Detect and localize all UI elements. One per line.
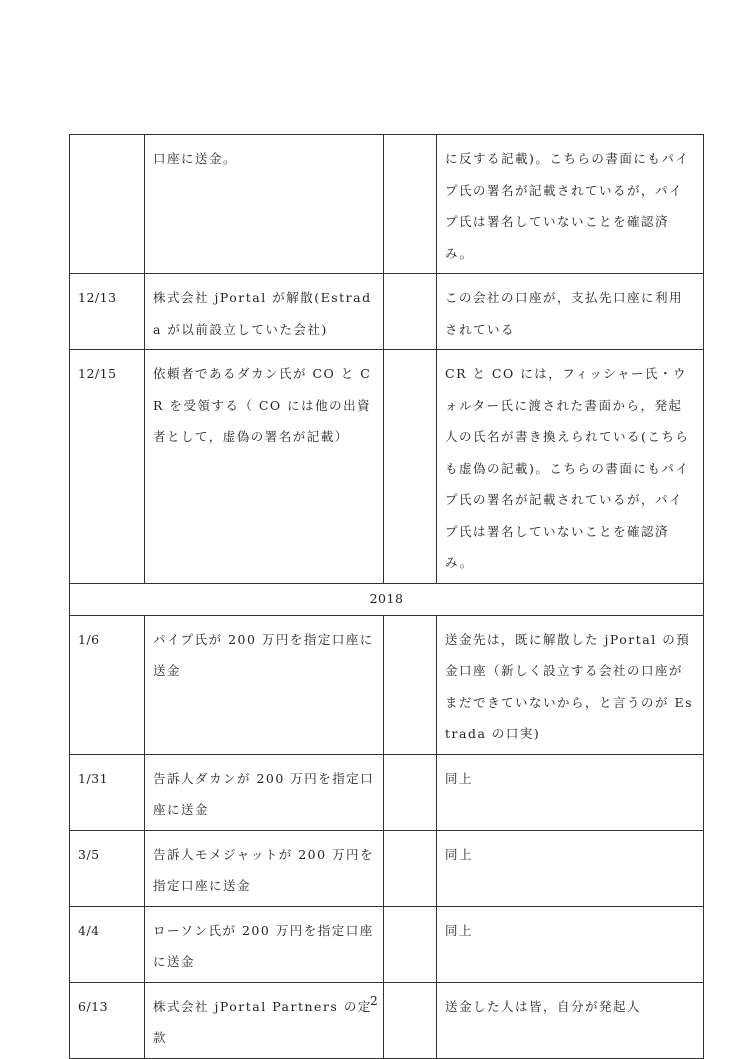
note-cell: 同上 [437,754,704,830]
note-cell: 送金した人は皆，自分が発起人 [437,982,704,1058]
timeline-table [69,134,704,1059]
table-row [70,615,704,754]
note-cell: CR と CO には，フィッシャー氏・ウォルター氏に渡された書面から，発起人の氏名が書き換えられている(こちらも虚偽の記載)。こちらの書面にもパイプ氏の署名が記載されているが，パイプ氏は署名していないことを確認済み。 [437,350,704,584]
date-cell: 3/5 [70,830,145,906]
note-cell: に反する記載)。こちらの書面にもパイプ氏の署名が記載されているが，パイプ氏は署名していないことを確認済み。 [437,135,704,274]
date-cell: 4/4 [70,906,145,982]
event-cell: 口座に送金。 [145,135,384,274]
date-cell: 1/6 [70,615,145,754]
blank-cell [384,830,437,906]
blank-cell [384,906,437,982]
date-cell: 6/13 [70,982,145,1058]
page-number: 2 [370,994,378,1008]
event-cell: パイプ氏が 200 万円を指定口座に送金 [145,615,384,754]
table-row [70,274,704,350]
table-row [70,906,704,982]
event-cell: 株式会社 jPortal Partners の定款 [145,982,384,1058]
blank-cell [384,350,437,584]
table-row [70,135,704,274]
blank-cell [384,135,437,274]
table-body-top [70,135,704,1059]
event-cell: ローソン氏が 200 万円を指定口座に送金 [145,906,384,982]
blank-cell [384,274,437,350]
note-cell: 同上 [437,906,704,982]
event-cell: 株式会社 jPortal が解散(Estrada が以前設立していた会社) [145,274,384,350]
event-cell: 告訴人ダカンが 200 万円を指定口座に送金 [145,754,384,830]
date-cell: 1/31 [70,754,145,830]
year-row [70,583,704,615]
date-cell [70,135,145,274]
table-row [70,754,704,830]
date-cell: 12/15 [70,350,145,584]
note-cell: 同上 [437,830,704,906]
table-row [70,830,704,906]
date-cell: 12/13 [70,274,145,350]
note-cell: この会社の口座が，支払先口座に利用されている [437,274,704,350]
year-label: 2018 [70,583,704,615]
blank-cell [384,754,437,830]
blank-cell [384,615,437,754]
event-cell: 告訴人モメジャットが 200 万円を指定口座に送金 [145,830,384,906]
table-row [70,350,704,584]
note-cell: 送金先は，既に解散した jPortal の預金口座（新しく設立する会社の口座がまだできていないから，と言うのが Estrada の口実) [437,615,704,754]
event-cell: 依頼者であるダカン氏が CO と CR を受領する（ CO には他の出資者として，虚偽の署名が記載） [145,350,384,584]
